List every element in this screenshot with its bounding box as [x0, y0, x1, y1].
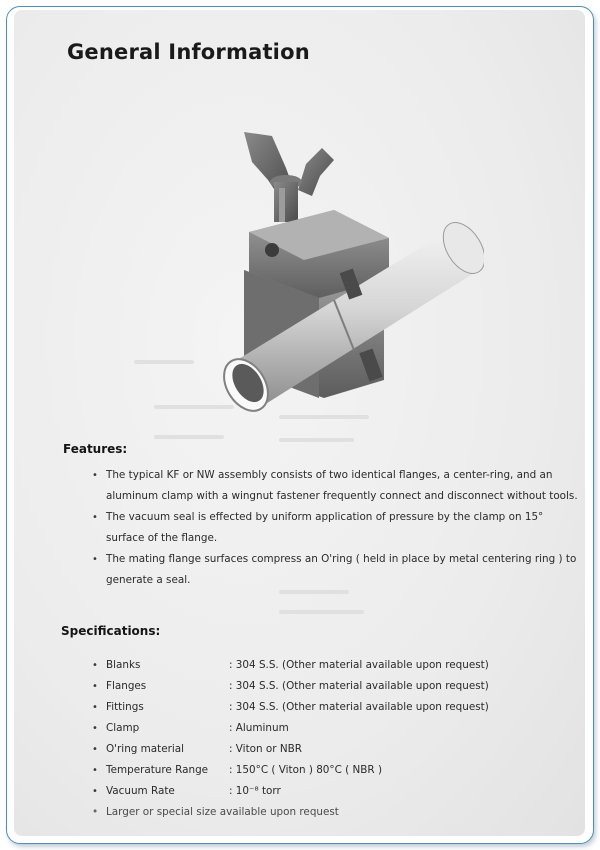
bullet-icon: •	[92, 681, 98, 692]
spec-label: Blanks	[106, 659, 141, 671]
table-row	[92, 655, 572, 676]
table-row	[92, 697, 572, 718]
features-heading: Features:	[63, 442, 128, 456]
list-item	[92, 549, 582, 591]
spec-label: Temperature Range	[106, 764, 209, 776]
bullet-icon: •	[92, 786, 98, 797]
spec-label: Clamp	[106, 722, 140, 734]
spec-label: Vacuum Rate	[106, 785, 175, 797]
spec-value: : 304 S.S. (Other material available upon request)	[229, 680, 489, 692]
kf-clamp-illustration	[194, 120, 484, 420]
bullet-icon: •	[92, 723, 98, 734]
feature-text: The typical KF or NW assembly consists of two identical flanges, a center-ring, and an aluminum clamp with a wingnut fastener frequently connect and disconnect without tools.	[106, 469, 578, 502]
feature-text: The vacuum seal is effected by uniform application of pressure by the clamp on 15° surface of the flange.	[106, 511, 544, 544]
features-list	[92, 465, 582, 591]
table-row	[92, 676, 572, 697]
bullet-icon: •	[92, 806, 99, 818]
document-page	[14, 10, 585, 836]
bullet-icon: •	[92, 744, 98, 755]
spec-label: O'ring material	[106, 743, 185, 755]
spec-value: : Viton or NBR	[229, 743, 302, 755]
list-item	[92, 507, 582, 549]
page-title: General Information	[67, 40, 310, 64]
spec-label: Flanges	[106, 680, 147, 692]
bleed-through-line	[279, 438, 354, 442]
spec-label: Fittings	[106, 701, 144, 713]
wingnut-icon	[244, 132, 334, 222]
specifications-heading: Specifications:	[61, 624, 161, 638]
table-row	[92, 760, 572, 781]
specifications-table	[92, 655, 572, 823]
table-row	[92, 718, 572, 739]
bullet-icon: •	[92, 554, 98, 565]
bleed-through-line	[154, 435, 224, 439]
spec-value: : 150°C ( Viton ) 80°C ( NBR )	[229, 764, 382, 776]
table-row	[92, 781, 572, 802]
spec-value: : 304 S.S. (Other material available upon request)	[229, 659, 489, 671]
bullet-icon: •	[92, 470, 98, 481]
list-item	[92, 465, 582, 507]
bullet-icon: •	[92, 702, 98, 713]
availability-note	[92, 802, 572, 823]
bleed-through-line	[279, 610, 364, 614]
bullet-icon: •	[92, 660, 98, 671]
table-row	[92, 739, 572, 760]
note-text: Larger or special size available upon request	[106, 806, 339, 818]
spec-value: : 304 S.S. (Other material available upon request)	[229, 701, 489, 713]
bleed-through-line	[134, 360, 194, 364]
feature-text: The mating flange surfaces compress an O'ring ( held in place by metal centering ring ) to generate a seal.	[106, 553, 577, 586]
spec-value: : Aluminum	[229, 722, 289, 734]
bullet-icon: •	[92, 512, 98, 523]
bullet-icon: •	[92, 765, 98, 776]
spec-value: : 10⁻⁸ torr	[229, 785, 281, 797]
